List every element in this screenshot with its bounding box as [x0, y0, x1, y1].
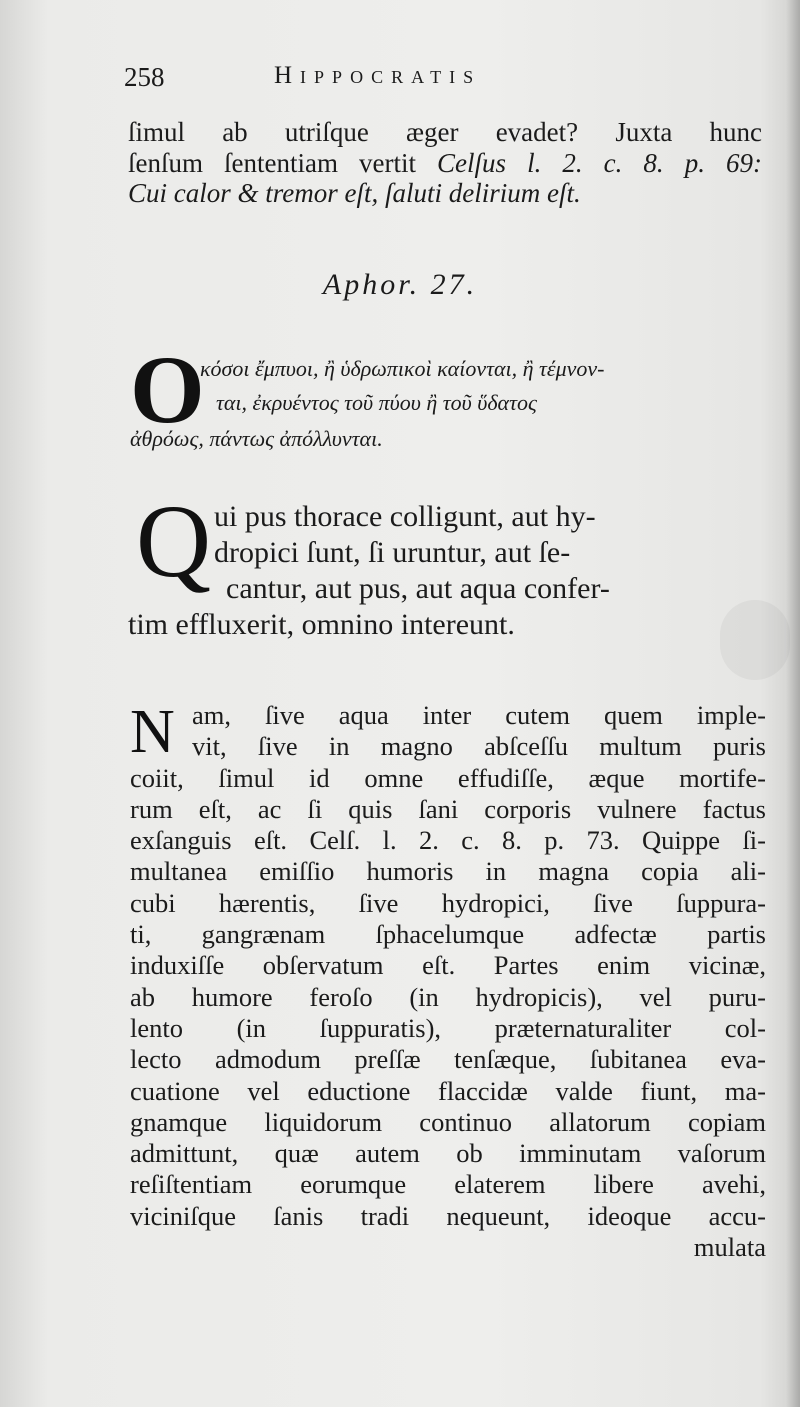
intro-line: ſimul ab utriſque æger evadet? Juxta hunc — [128, 117, 762, 147]
commentary-line: cubi hærentis, ſive hydropici, ſive ſuppura- — [130, 887, 766, 918]
greek-text — [130, 336, 764, 460]
commentary-line: viciniſque ſanis tradi nequeunt, ideoque accu- — [130, 1200, 766, 1231]
page-number: 258 — [124, 62, 165, 92]
intro-paragraph — [128, 117, 762, 209]
commentary-line: cuatione vel eductione flaccidæ valde fiunt, ma- — [130, 1075, 766, 1106]
commentary-line: ti, gangrænam ſphacelumque adfectæ partis — [130, 919, 766, 950]
commentary-line: exſanguis eſt. Celſ. l. 2. c. 8. p. 73. Quippe ſi- — [130, 825, 766, 856]
latin-line: dropici ſunt, ſi uruntur, aut ſe- — [214, 536, 571, 569]
commentary-line: am, ſive aqua inter cutem quem imple- — [192, 700, 766, 730]
commentary-line: lecto admodum preſſæ tenſæque, ſubitanea eva- — [130, 1044, 766, 1075]
latin-line: cantur, aut pus, aut aqua confer- — [226, 572, 610, 605]
commentary-line: multanea emiſſio humoris in magna copia ali- — [130, 856, 766, 887]
commentary-line: rum eſt, ac ſi quis ſani corporis vulnere factus — [130, 793, 766, 824]
intro-line: Cui calor & tremor eſt, ſaluti delirium eſt. — [128, 178, 581, 208]
commentary-line: lento (in ſuppuratis), præternaturaliter col- — [130, 1012, 766, 1043]
commentary-line: reſiſtentiam eorumque elaterem libere avehi, — [130, 1169, 766, 1200]
greek-drop-cap: O — [130, 336, 205, 443]
commentary-line: gnamque liquidorum continuo allatorum copiam — [130, 1106, 766, 1137]
commentary-line: admittunt, quæ autem ob imminutam vaſorum — [130, 1138, 766, 1169]
intro-line-text: ſenſum ſententiam vertit — [128, 147, 438, 178]
greek-line: ται, ἐκρυέντος τοῦ πύου ἢ τοῦ ὕδατος — [216, 390, 537, 415]
latin-drop-cap: Q — [136, 484, 212, 599]
greek-line: ἀθρόως, πάντως ἀπόλλυνται. — [130, 426, 383, 451]
aphorism-heading: Aphor. 27. — [322, 268, 478, 301]
intro-line — [128, 148, 762, 179]
latin-line: tim effluxerit, omnino intereunt. — [128, 608, 515, 641]
commentary-line: ab humore feroſo (in hydropicis), vel puru- — [130, 981, 766, 1012]
greek-line: κόσοι ἔμπυοι, ἢ ὑδρωπικοὶ καίονται, ἢ τέμνον- — [200, 356, 605, 381]
page-edge-shadow — [786, 0, 800, 1407]
celsus-reference: Celſus l. 2. c. 8. p. 69: — [437, 147, 762, 178]
latin-translation — [128, 484, 762, 656]
latin-line: ui pus thorace colligunt, aut hy- — [214, 500, 596, 533]
catchword: mulata — [693, 1232, 766, 1263]
commentary-line: induxiſſe obſervatum eſt. Partes enim vicinæ, — [130, 950, 766, 981]
commentary-line: coiit, ſimul id omne effudiſſe, æque mortife- — [130, 762, 766, 793]
commentary-drop-cap: N — [130, 698, 175, 766]
commentary-line: vit, ſive in magno abſceſſu multum puris — [192, 731, 766, 762]
running-title: Hippocratis — [274, 62, 482, 89]
running-header — [124, 62, 614, 96]
commentary-paragraph — [130, 700, 766, 1263]
